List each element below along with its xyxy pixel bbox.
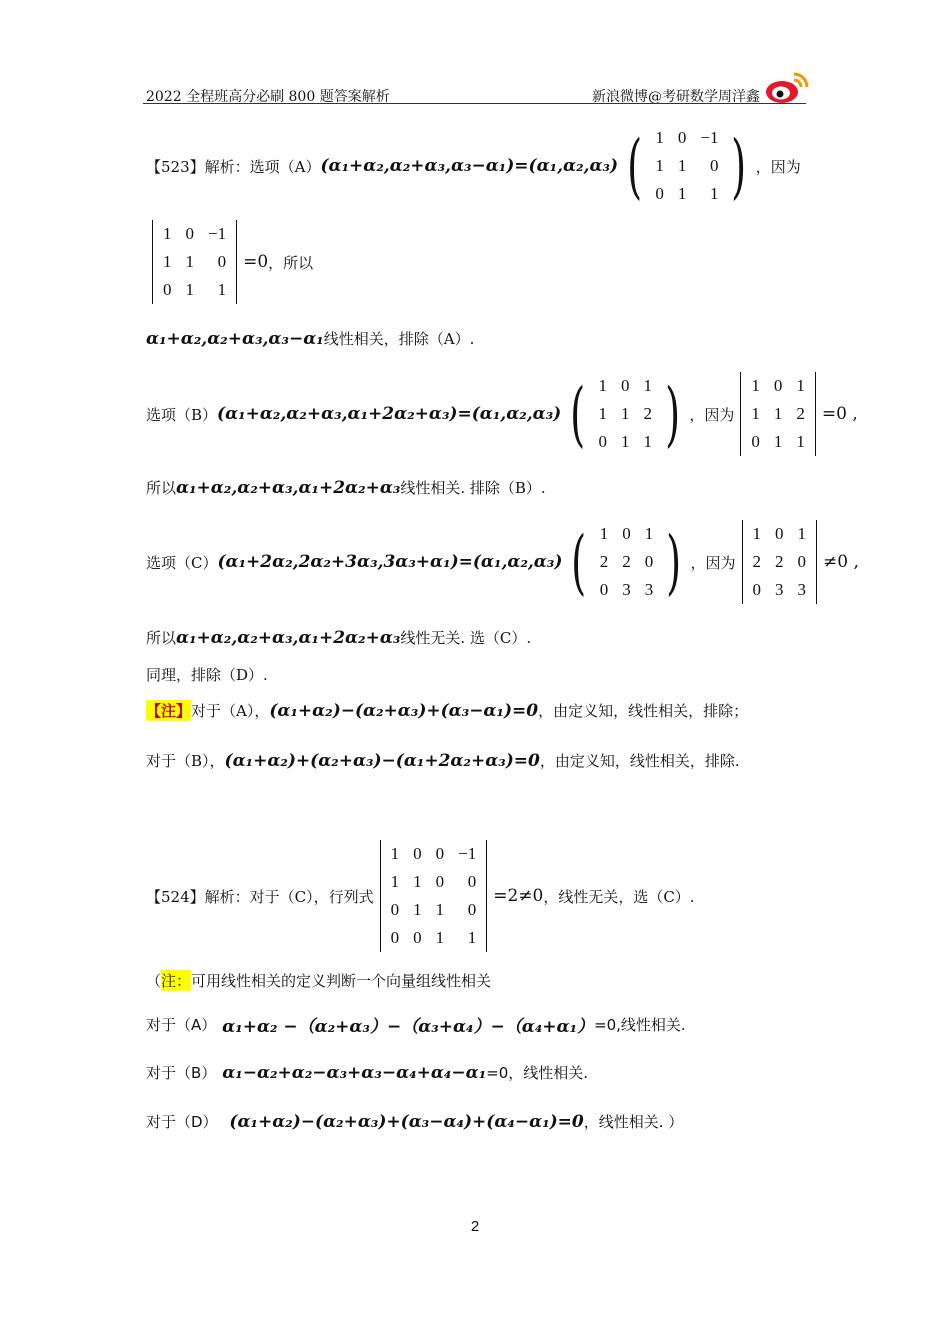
- p523-result-a: α₁+α₂,α₂+α₃,α₃−α₁ 线性相关，排除（A）.: [146, 328, 475, 349]
- det-b: 1 0 1 1 1 2 0 1 1: [737, 372, 819, 456]
- p524-line: 【524】解析：对于（C），行列式 1 0 0 −1 1 1 0 0 0 1 1 0 0 0 1 1 =2≠0 ，线性无关，选（C）.: [146, 840, 695, 952]
- math-expr: (α₁+α₂,α₂+α₃,α₃−α₁)=(α₁,α₂,α₃): [320, 156, 619, 176]
- p524-a: 对于（A） α₁+α₂ −（α₂+α₃）−（α₃+α₄）−（α₄+α₁） =0,线性相关.: [146, 1016, 686, 1037]
- header-rule: [143, 103, 806, 104]
- p524-d: 对于（D） (α₁+α₂)−(α₂+α₃)+(α₃−α₄)+(α₄−α₁)=0 ，线性相关. ）: [146, 1111, 684, 1132]
- p523-line-c: 选项（C） (α₁+2α₂,2α₂+3α₃,3α₃+α₁)=(α₁,α₂,α₃) ( 1 0 1 2 2 0 0 3 3 ) ，因为 1 0 1 2 2 0 0 3 3 ≠0 ,: [146, 521, 859, 603]
- opt-c-label: 选项（C）: [146, 553, 218, 572]
- so-b-post: 线性相关. 排除（B）.: [400, 479, 546, 497]
- p524-label: 【524】解析：对于（C），行列式: [146, 887, 374, 906]
- p523-same: 同理，排除（D）.: [146, 666, 268, 684]
- note-b-post: ，由定义知，线性相关，排除.: [539, 752, 740, 770]
- header-left: 2022 全程班高分必刷 800 题答案解析: [146, 89, 390, 105]
- p524-post: ，线性无关，选（C）.: [543, 887, 695, 906]
- header-right: 新浪微博@考研数学周洋鑫: [592, 89, 760, 105]
- det-c: 1 0 1 2 2 0 0 3 3: [739, 520, 821, 604]
- because-text-b: ，因为: [689, 405, 735, 424]
- so-b-pre: 所以: [146, 479, 177, 497]
- p523-line-b: 选项（B） (α₁+α₂,α₂+α₃,α₁+2α₂+α₃)=(α₁,α₂,α₃) ( 1 0 1 1 1 2 0 1 1 ) ，因为 1 0 1 1 1 2 0 1 1 =0 ,: [146, 373, 858, 455]
- p523-result-b: 所以 α₁+α₂,α₂+α₃,α₁+2α₂+α₃ 线性相关. 排除（B）.: [146, 477, 546, 498]
- weibo-logo-icon: [764, 70, 810, 104]
- p523-det-a: 1 0 −1 1 1 0 0 1 1 =0 ，所以: [146, 220, 313, 304]
- d-post: ，线性相关. ）: [583, 1113, 684, 1131]
- so-c-pre: 所以: [146, 629, 177, 647]
- note-label: 【注】: [146, 702, 192, 720]
- p523-result-c: 所以 α₁+α₂,α₂+α₃,α₁+2α₂+α₃ 线性无关. 选（C）.: [146, 627, 532, 648]
- a-pre: 对于（A）: [146, 1016, 217, 1034]
- note-b-pre: 对于（B），: [146, 752, 225, 770]
- p523-label: 【523】解析：选项（A）: [146, 157, 321, 176]
- det-a: 1 0 −1 1 1 0 0 1 1: [149, 220, 240, 304]
- note-a-pre: 对于（A），: [191, 702, 270, 720]
- note-text: 可用线性相关的定义判断一个向量组线性相关: [191, 972, 492, 990]
- p524-b: 对于（B） α₁−α₂+α₂−α₃+α₃−α₄+α₄−α₁ =0，线性相关.: [146, 1062, 589, 1083]
- note-hl: 注：: [161, 972, 192, 990]
- result-a-text: 线性相关，排除（A）.: [323, 330, 475, 348]
- note-open: （: [146, 972, 162, 990]
- because-text-c: ，因为: [690, 553, 736, 572]
- matrix-c: ( 1 0 1 2 2 0 0 3 3 ): [571, 521, 682, 603]
- opt-b-label: 选项（B）: [146, 405, 218, 424]
- note-a-post: ，由定义知，线性相关，排除；: [538, 702, 749, 720]
- matrix-a: ( 1 0 −1 1 1 0 0 1 1 ): [627, 125, 747, 207]
- so-c-post: 线性无关. 选（C）.: [400, 629, 532, 647]
- p523-note-a: 【注】 对于（A）， (α₁+α₂)−(α₂+α₃)+(α₃−α₁)=0 ，由定义知，线性相关，排除；: [146, 700, 749, 721]
- so-text: ，所以: [268, 253, 314, 272]
- page-number: 2: [470, 1218, 480, 1235]
- p523-note-b: 对于（B）， (α₁+α₂)+(α₂+α₃)−(α₁+2α₂+α₃)=0 ，由定义知，线性相关，排除.: [146, 750, 740, 771]
- det-524: 1 0 0 −1 1 1 0 0 0 1 1 0 0 0 1 1: [377, 840, 491, 952]
- p523-line-a: [146, 124, 801, 208]
- b-post: =0，线性相关.: [486, 1064, 589, 1082]
- matrix-b: ( 1 0 1 1 1 2 0 1 1 ): [570, 373, 681, 455]
- b-pre: 对于（B）: [146, 1064, 217, 1082]
- because-text: ，因为: [755, 157, 801, 176]
- d-pre: 对于（D）: [146, 1113, 218, 1131]
- p524-note: [146, 970, 491, 991]
- a-post: =0,线性相关.: [594, 1016, 686, 1034]
